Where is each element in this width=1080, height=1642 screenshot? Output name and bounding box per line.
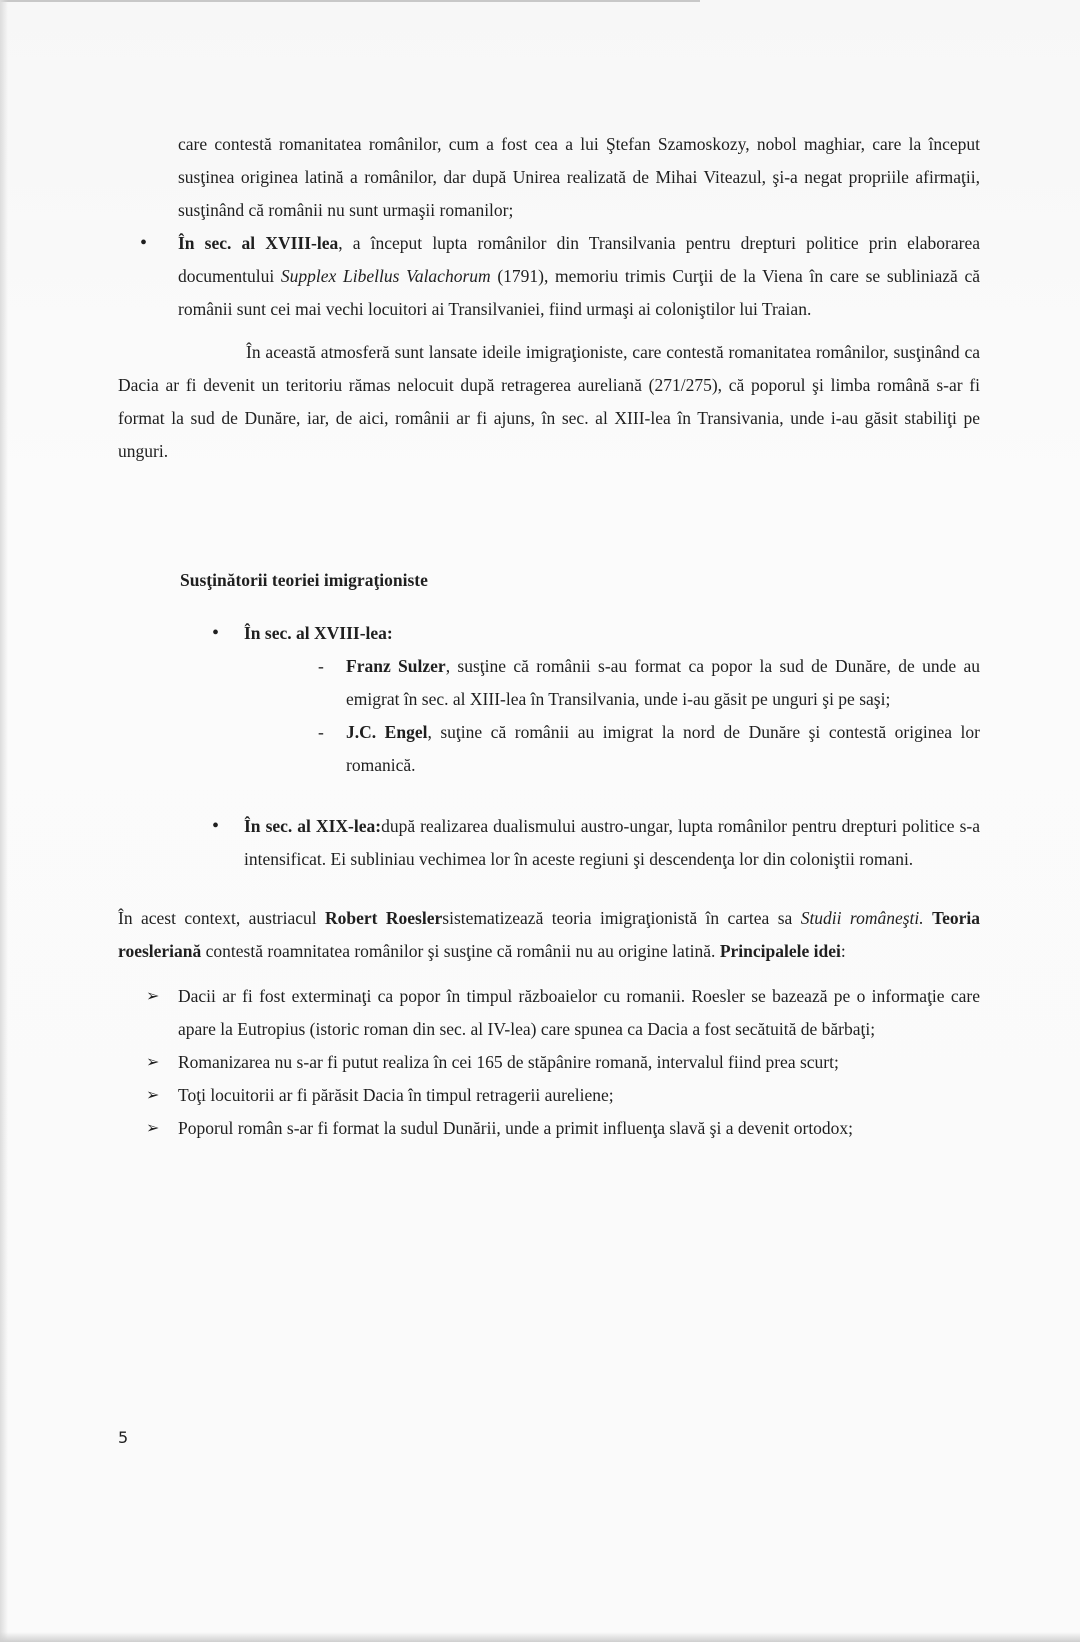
supporters-xviii-group bbox=[118, 617, 980, 782]
idea-text: Dacii ar fi fost exterminaţi ca popor în timpul războaielor cu romanii. Roesler se bazează pe o informaţie care apare la Eutropius (istoric roman din sec. al IV-lea) care spunea ca Dacia a fost secătuită de bărbaţi; bbox=[178, 986, 980, 1039]
dash-icon: - bbox=[318, 656, 324, 676]
document-title-italic: Supplex Libellus Valachorum bbox=[280, 266, 491, 286]
arrow-bullet-icon: ➢ bbox=[146, 1054, 160, 1071]
supporter-text: , susţine că românii s-au format ca popor la sud de Dunăre, de unde au emigrat în sec. al XIII-lea în Transilvania, unde i-au găsit pe unguri şi pe saşi; bbox=[346, 656, 980, 709]
idea-item bbox=[118, 980, 980, 1046]
idea-text: Poporul român s-ar fi format la sudul Dunării, unde a primit influenţa slavă şi a devenit ortodox; bbox=[178, 1118, 854, 1138]
idea-text: Toţi locuitorii ar fi părăsit Dacia în timpul retragerii aureliene; bbox=[178, 1085, 614, 1105]
idea-item bbox=[118, 1046, 980, 1079]
roesler-text-2: sistematizează teoria imigraţionistă în cartea sa bbox=[442, 908, 801, 928]
ideas-list bbox=[118, 980, 980, 1145]
bullet-icon: • bbox=[140, 232, 148, 254]
supporter-item-engel bbox=[118, 716, 980, 782]
bullet-text-before: , a început lupta românilor din Transilvania pentru drepturi politice prin elaborarea documentului bbox=[178, 233, 980, 286]
page-number: 5 bbox=[118, 1428, 129, 1447]
supporter-text: , suţine că românii au imigrat la nord de Dunăre şi contestă originea lor romanică. bbox=[346, 722, 980, 775]
author-name: Robert Roesler bbox=[325, 908, 443, 928]
supporters-xix-item bbox=[118, 810, 980, 876]
ideas-colon: : bbox=[840, 941, 846, 961]
idea-text: Romanizarea nu s-ar fi putut realiza în cei 165 de stăpânire romană, intervalul fiind prea scurt; bbox=[178, 1052, 839, 1072]
supporter-name: Franz Sulzer bbox=[346, 656, 446, 676]
bullet-text-after: (1791), memoriu trimis Curţii de la Viena în care se subliniază că românii sunt cei mai vechi locuitori ai Transilvaniei, fiind urmaşi ai coloniştilor lui Traian. bbox=[178, 266, 981, 319]
arrow-bullet-icon: ➢ bbox=[146, 1120, 160, 1137]
bullet-icon: • bbox=[212, 622, 220, 644]
bullet-lead: În sec. al XIX-lea: bbox=[244, 816, 382, 836]
bullet-lead: În sec. al XVIII-lea bbox=[178, 233, 339, 253]
dash-icon: - bbox=[318, 722, 324, 742]
bullet-text: după realizarea dualismului austro-ungar, lupta românilor pentru drepturi politice s-a intensificat. Ei subliniau vechimea lor în aceste regiuni şi descendenţa lor din coloniştii romani. bbox=[244, 816, 980, 869]
bullet-xviii-century bbox=[118, 227, 980, 326]
roesler-text-3: contestă roamnitatea românilor şi susţine că românii nu au origine latină. bbox=[201, 941, 720, 961]
idea-item bbox=[118, 1112, 980, 1145]
supporter-name: J.C. Engel bbox=[346, 722, 428, 742]
heading-text: În sec. al XVIII-lea: bbox=[244, 623, 393, 643]
theory-name: Teoria roesleriană bbox=[118, 908, 981, 961]
supporters-xviii-heading bbox=[118, 617, 980, 650]
scan-top-edge bbox=[0, 0, 700, 8]
paragraph-atmosphere: În această atmosferă sunt lansate ideile imigraţioniste, care contestă romanitatea românilor, susţinând ca Dacia ar fi devenit un teritoriu rămas nelocuit după retragerea aureliană (271/275), că poporul şi limba română s-ar fi format la sud de Dunăre, iar, de aici, românii ar fi ajuns, în sec. al XIII-lea în Transivania, unde i-au găsit stabiliţi pe unguri. bbox=[118, 342, 980, 461]
paragraph-roesler bbox=[118, 902, 980, 968]
scan-left-shadow bbox=[0, 0, 8, 1642]
bullet-icon: • bbox=[212, 815, 220, 837]
space bbox=[924, 908, 932, 928]
scan-bottom-shadow bbox=[0, 1632, 1080, 1642]
arrow-bullet-icon: ➢ bbox=[146, 1087, 160, 1104]
ideas-label: Principalele idei bbox=[719, 941, 841, 961]
roesler-text-1: În acest context, austriacul bbox=[118, 908, 326, 928]
intro-continuation: care contestă romanitatea românilor, cum a fost cea a lui Ştefan Szamoskozy, nobol maghiar, care la început susţinea originea latină a românilor, dar după Unirea realizată de Mihai Viteazul, şi-a negat propriile afirmaţii, susţinând că românii nu sunt urmaşii romanilor; bbox=[178, 134, 980, 220]
idea-item bbox=[118, 1079, 980, 1112]
book-title: Studii româneşti. bbox=[800, 908, 924, 928]
supporter-item-sulzer bbox=[118, 650, 980, 716]
section-title: Susţinătorii teoriei imigraţioniste bbox=[180, 570, 428, 590]
arrow-bullet-icon: ➢ bbox=[146, 988, 160, 1005]
page-content bbox=[118, 128, 980, 1145]
